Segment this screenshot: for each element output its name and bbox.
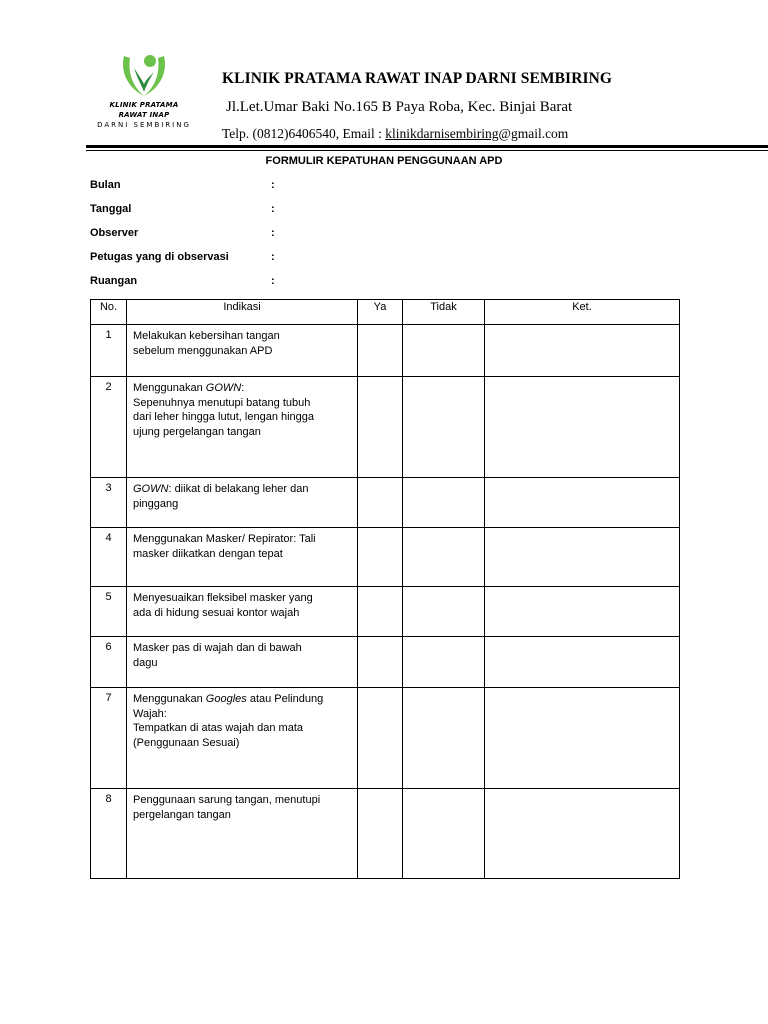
field-label: Bulan (90, 179, 121, 191)
cell-ya[interactable] (358, 478, 403, 528)
cell-ket[interactable] (485, 377, 680, 478)
row-number: 6 (91, 637, 127, 688)
row-indikasi: GOWN: diikat di belakang leher dan pinggang (127, 478, 358, 528)
row-indikasi: Melakukan kebersihan tangan sebelum menggunakan APD (127, 325, 358, 377)
cell-tidak[interactable] (403, 587, 485, 637)
header-ket: Ket. (485, 300, 680, 325)
cell-tidak[interactable] (403, 325, 485, 377)
header-divider-thin (86, 150, 768, 151)
apd-compliance-table (90, 299, 680, 879)
field-colon: : (271, 251, 275, 263)
logo-text-line3: DARNI SEMBIRING (97, 121, 191, 129)
row-indikasi: Menggunakan Masker/ Repirator: Tali masker diikatkan dengan tepat (127, 528, 358, 587)
row-number: 8 (91, 789, 127, 879)
row-number: 3 (91, 478, 127, 528)
row-indikasi: Menggunakan GOWN: Sepenuhnya menutupi batang tubuh dari leher hingga lutut, lengan hingga ujung pergelangan tangan (127, 377, 358, 478)
clinic-logo (84, 50, 204, 130)
cell-tidak[interactable] (403, 789, 485, 879)
cell-ket[interactable] (485, 325, 680, 377)
field-colon: : (271, 203, 275, 215)
cell-tidak[interactable] (403, 688, 485, 789)
field-label: Ruangan (90, 275, 138, 287)
cell-ya[interactable] (358, 637, 403, 688)
cell-ya[interactable] (358, 789, 403, 879)
header-tidak: Tidak (403, 300, 485, 325)
contact-prefix: Telp. (0812)6406540, Email : (222, 126, 386, 141)
table-header-row (91, 300, 680, 325)
cell-ket[interactable] (485, 528, 680, 587)
header-no: No. (91, 300, 127, 325)
row-number: 2 (91, 377, 127, 478)
form-title: FORMULIR KEPATUHAN PENGGUNAAN APD (265, 155, 503, 167)
field-label: Tanggal (90, 203, 132, 215)
cell-tidak[interactable] (403, 528, 485, 587)
table-row (91, 377, 680, 478)
row-number: 1 (91, 325, 127, 377)
cell-ya[interactable] (358, 688, 403, 789)
table-row (91, 688, 680, 789)
cell-ket[interactable] (485, 587, 680, 637)
table-row (91, 528, 680, 587)
table-row (91, 587, 680, 637)
field-colon: : (271, 275, 275, 287)
table-row (91, 478, 680, 528)
header-indikasi: Indikasi (127, 300, 358, 325)
field-colon: : (271, 179, 275, 191)
cell-tidak[interactable] (403, 637, 485, 688)
cell-ya[interactable] (358, 528, 403, 587)
cell-ket[interactable] (485, 789, 680, 879)
row-number: 5 (91, 587, 127, 637)
field-colon: : (271, 227, 275, 239)
row-number: 4 (91, 528, 127, 587)
clinic-contact (222, 126, 568, 142)
cell-ya[interactable] (358, 325, 403, 377)
row-indikasi: Penggunaan sarung tangan, menutupi pergelangan tangan (127, 789, 358, 879)
cell-ket[interactable] (485, 478, 680, 528)
row-indikasi: Menyesuaikan fleksibel masker yang ada di hidung sesuai kontor wajah (127, 587, 358, 637)
table-row (91, 325, 680, 377)
header-ya: Ya (358, 300, 403, 325)
logo-text-line1: KLINIK PRATAMA (109, 101, 179, 109)
logo-text-line2: RAWAT INAP (118, 111, 170, 119)
leaf-person-icon (118, 50, 170, 100)
email-link[interactable]: klinikdarnisembiring (385, 126, 499, 141)
cell-tidak[interactable] (403, 377, 485, 478)
email-domain: @gmail.com (498, 126, 569, 141)
row-number: 7 (91, 688, 127, 789)
row-indikasi: Masker pas di wajah dan di bawah dagu (127, 637, 358, 688)
table-row (91, 637, 680, 688)
cell-ya[interactable] (358, 587, 403, 637)
header-divider-thick (86, 145, 768, 148)
cell-tidak[interactable] (403, 478, 485, 528)
cell-ket[interactable] (485, 637, 680, 688)
clinic-name: KLINIK PRATAMA RAWAT INAP DARNI SEMBIRING (222, 70, 613, 87)
field-label: Observer (90, 227, 139, 239)
clinic-address: Jl.Let.Umar Baki No.165 B Paya Roba, Kec. Binjai Barat (226, 99, 573, 115)
table-row (91, 789, 680, 879)
cell-ket[interactable] (485, 688, 680, 789)
cell-ya[interactable] (358, 377, 403, 478)
row-indikasi: Menggunakan Googles atau Pelindung Wajah: Tempatkan di atas wajah dan mata (Penggunaan Sesuai) (127, 688, 358, 789)
field-label: Petugas yang di observasi (90, 251, 229, 263)
